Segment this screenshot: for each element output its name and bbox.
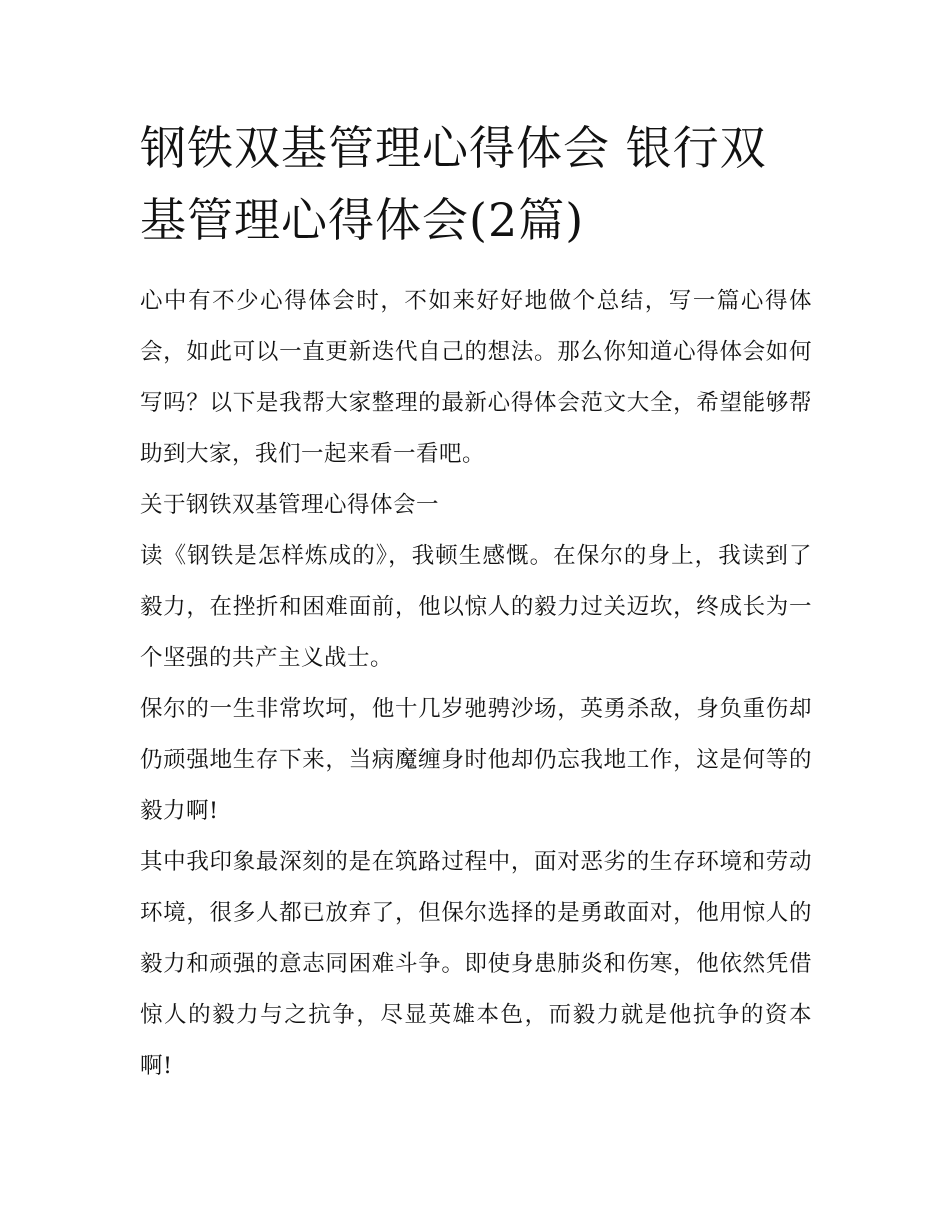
document-body bbox=[140, 112, 812, 1092]
intro-paragraph: 心中有不少心得体会时，不如来好好地做个总结，写一篇心得体会，如此可以一直更新迭代自己的想法。那么你知道心得体会如何写吗？以下是我帮大家整理的最新心得体会范文大全，希望能够帮助到大家，我们一起来看一看吧。 bbox=[140, 288, 812, 467]
section-heading: 关于钢铁双基管理心得体会一 bbox=[140, 492, 440, 518]
body-paragraph: 读《钢铁是怎样炼成的》，我顿生感慨。在保尔的身上，我读到了毅力，在挫折和困难面前，他以惊人的毅力过关迈坎，终成长为一个坚强的共产主义战士。 bbox=[140, 543, 812, 671]
document-title: 钢铁双基管理心得体会 银行双基管理心得体会(2篇) bbox=[140, 121, 767, 247]
body-paragraph: 其中我印象最深刻的是在筑路过程中，面对恶劣的生存环境和劳动环境，很多人都已放弃了，但保尔选择的是勇敢面对，他用惊人的毅力和顽强的意志同困难斗争。即使身患肺炎和伤寒，他依然凭借惊人的毅力与之抗争，尽显英雄本色，而毅力就是他抗争的资本啊! bbox=[140, 849, 812, 1079]
body-paragraph: 保尔的一生非常坎坷，他十几岁驰骋沙场，英勇杀敌，身负重伤却仍顽强地生存下来，当病魔缠身时他却仍忘我地工作，这是何等的毅力啊! bbox=[140, 696, 812, 824]
